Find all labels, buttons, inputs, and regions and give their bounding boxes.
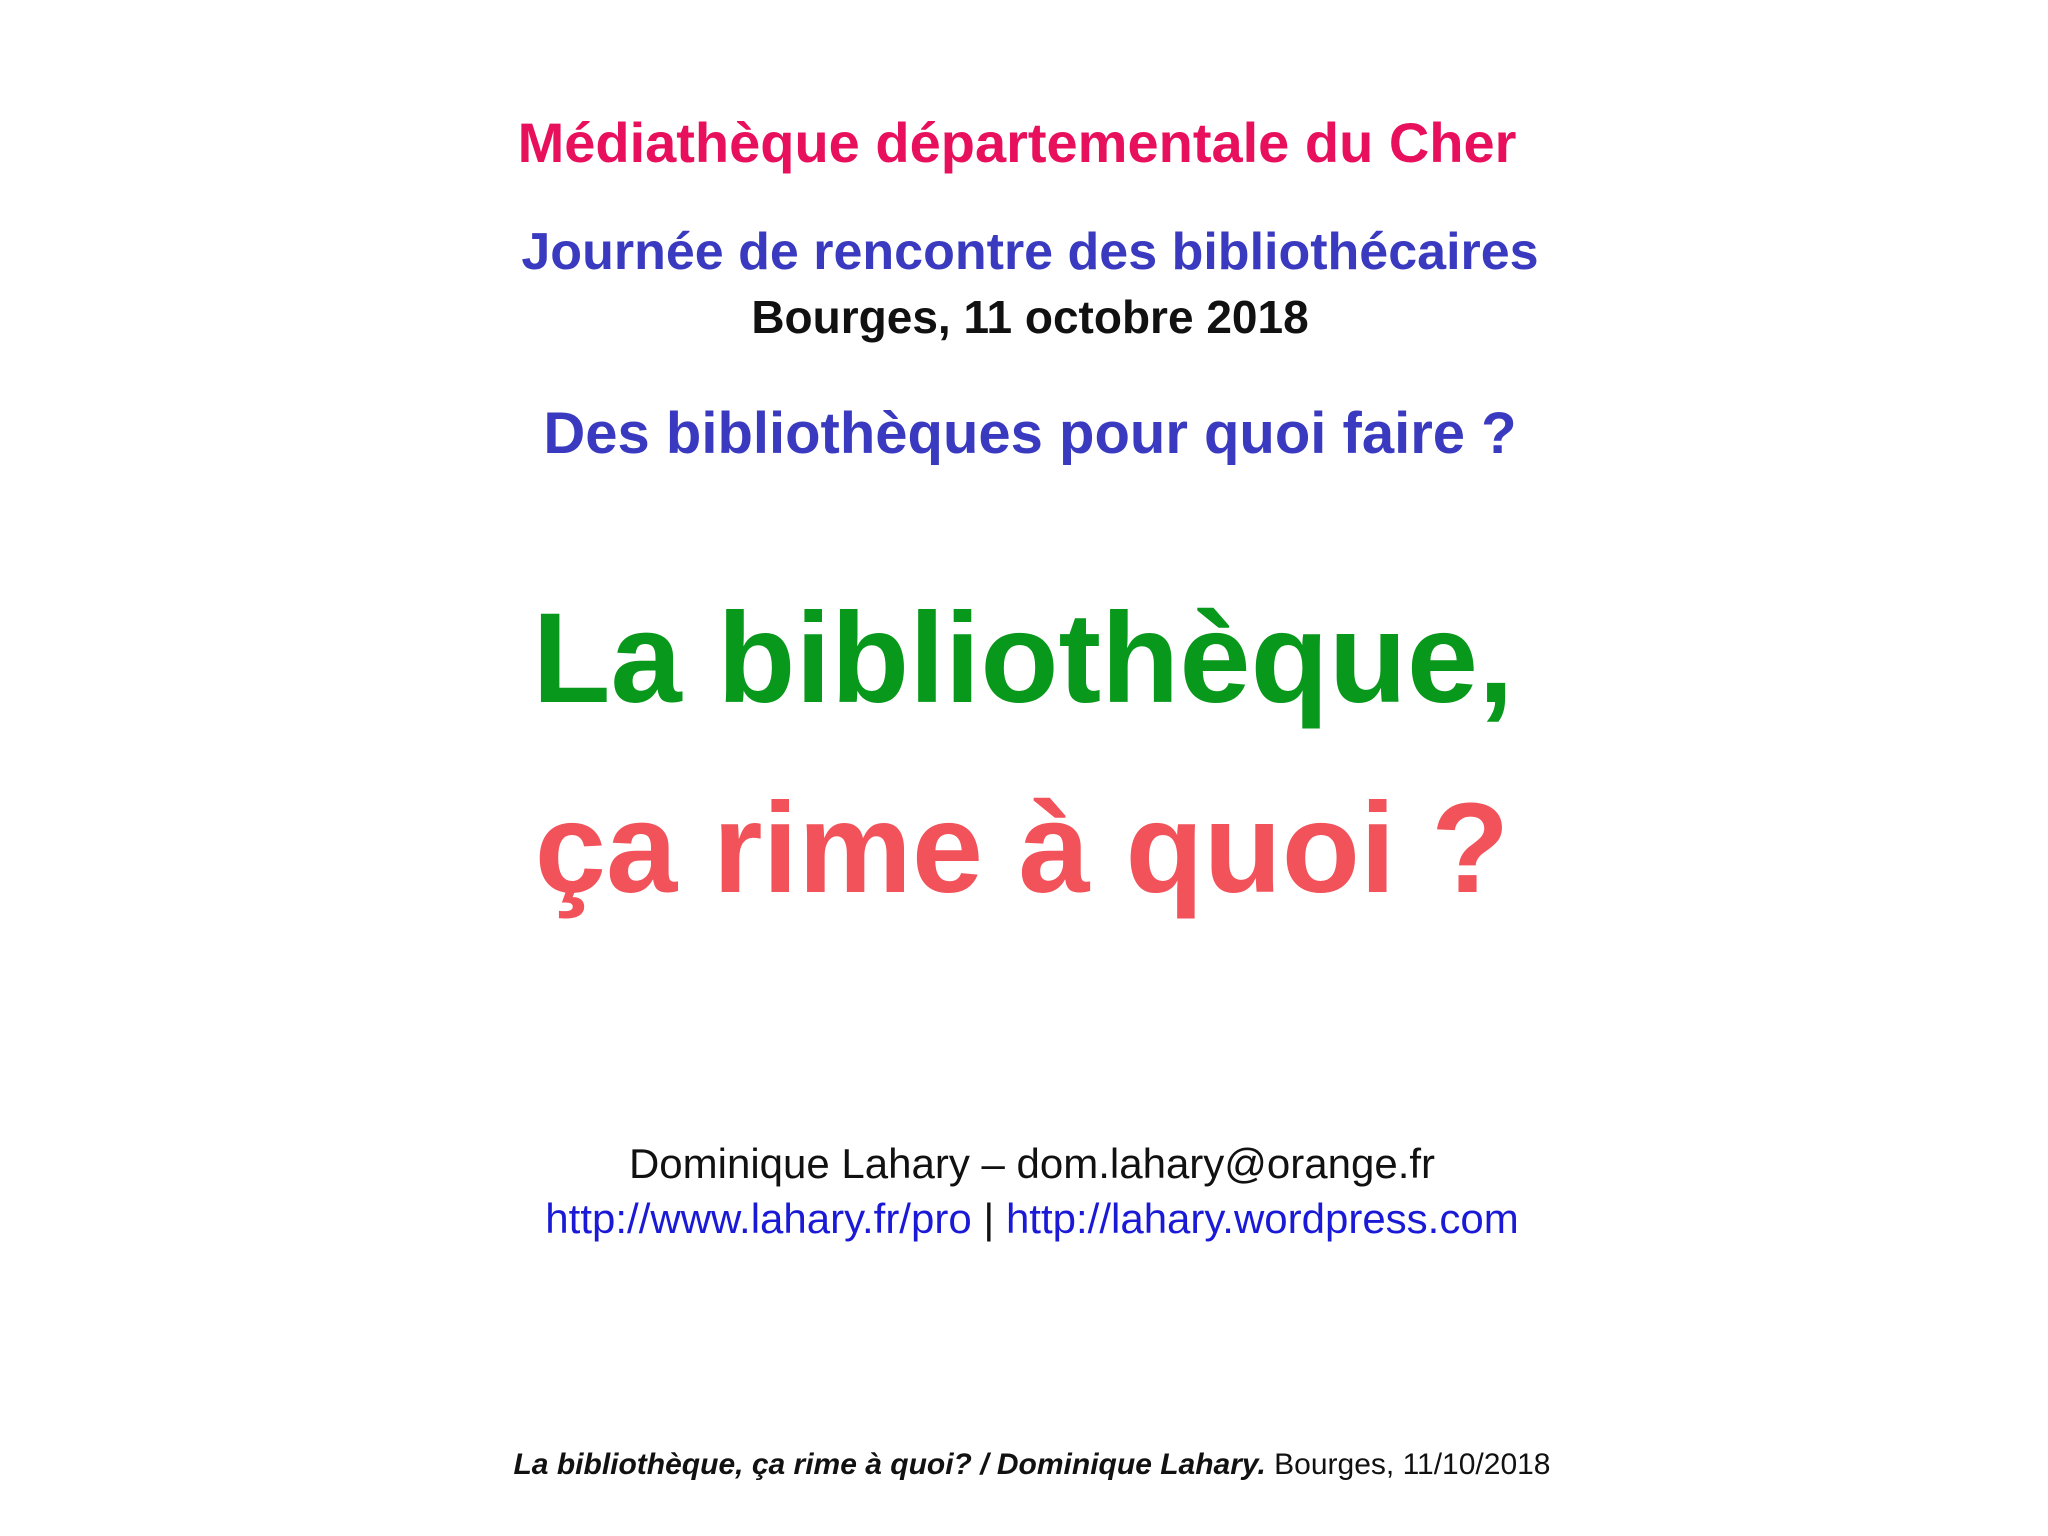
author-links xyxy=(8,1195,2048,1243)
link-separator: | xyxy=(971,1195,1006,1242)
title-line-2: ça rime à quoi ? xyxy=(534,777,1510,920)
author-contact: Dominique Lahary – dom.lahary@orange.fr xyxy=(628,1140,1436,1187)
title-line-1: La bibliothèque, xyxy=(532,587,1514,730)
footer-title: La bibliothèque, ça rime à quoi? / Dominique Lahary. xyxy=(513,1448,1266,1481)
link-lahary-wordpress[interactable]: http://lahary.wordpress.com xyxy=(1005,1195,1519,1242)
place-date: Bourges, 11 octobre 2018 xyxy=(751,291,1309,343)
footer-location-date: Bourges, 11/10/2018 xyxy=(1265,1448,1551,1481)
footer-citation xyxy=(8,1448,2048,1482)
theme-heading: Des bibliothèques pour quoi faire ? xyxy=(543,401,1517,466)
event-heading: Journée de rencontre des bibliothécaires xyxy=(521,223,1539,281)
organization-heading: Médiathèque départementale du Cher xyxy=(517,111,1517,174)
link-lahary-pro[interactable]: http://www.lahary.fr/pro xyxy=(545,1195,972,1242)
